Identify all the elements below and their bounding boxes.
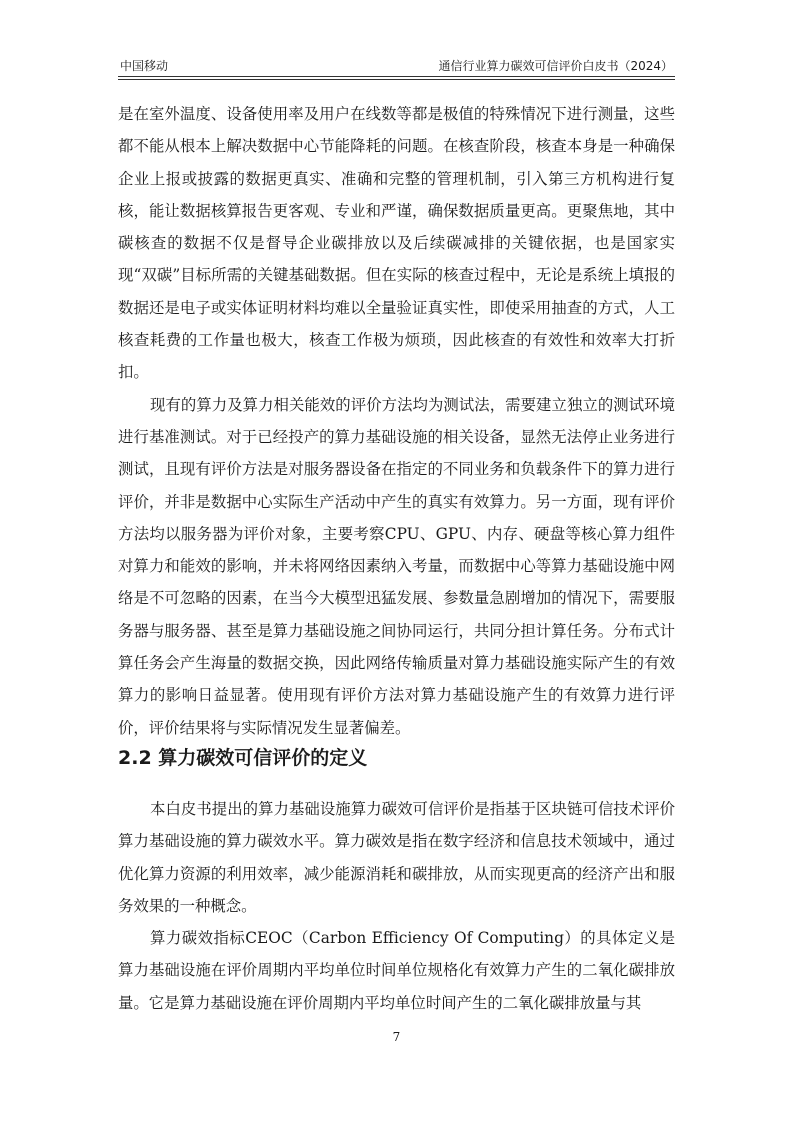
header-doc-title: 通信行业算力碳效可信评价白皮书（2024） <box>438 59 673 73</box>
paragraph: 本白皮书提出的算力基础设施算力碳效可信评价是指基于区块链可信技术评价算力基础设施的算力碳效水平。算力碳效是指在数字经济和信息技术领域中，通过优化算力资源的利用效率，减少能源消耗和碳排放，从而实现更高的经济产出和服务效果的一种概念。 <box>118 800 675 915</box>
body-section-bottom <box>118 793 675 1019</box>
page-header <box>118 55 675 75</box>
section-heading: 2.2 算力碳效可信评价的定义 <box>118 747 368 769</box>
header-org: 中国移动 <box>120 59 169 73</box>
header-divider <box>118 76 675 77</box>
paragraph: 现有的算力及算力相关能效的评价方法均为测试法，需要建立独立的测试环境进行基准测试。对于已经投产的算力基础设施的相关设备，显然无法停止业务进行测试，且现有评价方法是对服务器设备在指定的不同业务和负载条件下的算力进行评价，并非是数据中心实际生产活动中产生的真实有效算力。另一方面，现有评价方法均以服务器为评价对象，主要考察CPU、GPU、内存、硬盘等核心算力组件对算力和能效的影响，并未将网络因素纳入考量，而数据中心等算力基础设施中网络是不可忽略的因素，在当今大模型迅猛发展、参数量急剧增加的情况下，需要服务器与服务器、甚至是算力基础设施之间协同运行，共同分担计算任务。分布式计算任务会产生海量的数据交换，因此网络传输质量对算力基础设施实际产生的有效算力的影响日益显著。使用现有评价方法对算力基础设施产生的有效算力进行评价，评价结果将与实际情况发生显著偏差。 <box>118 395 675 737</box>
paragraph: 是在室外温度、设备使用率及用户在线数等都是极值的特殊情况下进行测量，这些都不能从根本上解决数据中心节能降耗的问题。在核查阶段，核查本身是一种确保企业上报或披露的数据更真实、准确和完整的管理机制，引入第三方机构进行复核，能让数据核算报告更客观、专业和严谨，确保数据质量更高。更聚焦地，其中碳核查的数据不仅是督导企业碳排放以及后续碳减排的关键依据，也是国家实现“双碳”目标所需的关键基础数据。但在实际的核查过程中，无论是系统上填报的数据还是电子或实体证明材料均难以全量验证真实性，即使采用抽查的方式，人工核查耗费的工作量也极大，核查工作极为烦琐，因此核查的有效性和效率大打折扣。 <box>118 105 675 382</box>
page-number: 7 <box>392 1030 401 1044</box>
paragraph: 算力碳效指标CEOC（Carbon Efficiency Of Computing）的具体定义是算力基础设施在评价周期内平均单位时间单位规格化有效算力产生的二氧化碳排放量。它是算力基础设施在评价周期内平均单位时间产生的二氧化碳排放量与其 <box>118 929 675 1012</box>
header-divider-thin <box>118 79 675 80</box>
body-section-top <box>118 98 675 744</box>
